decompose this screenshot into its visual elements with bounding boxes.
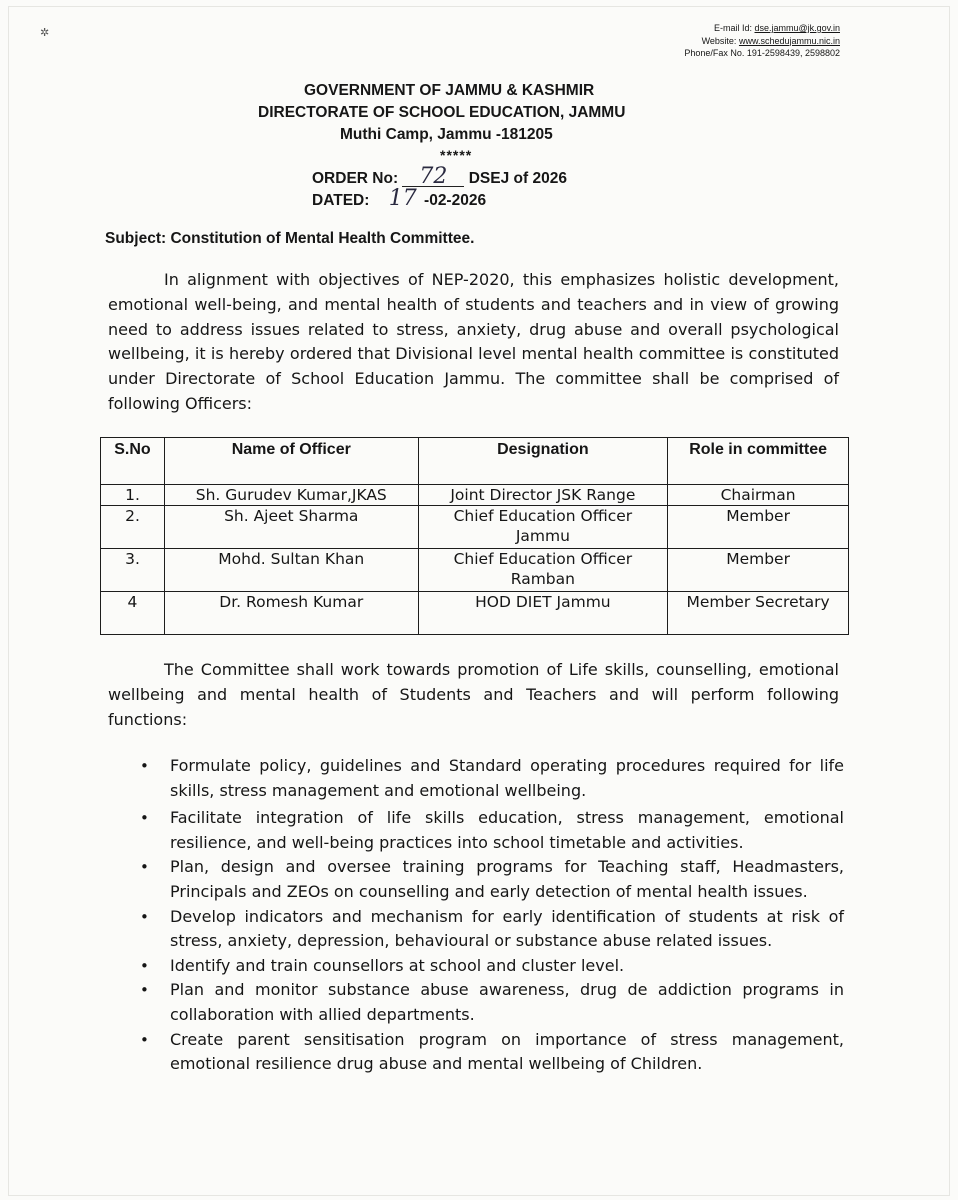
government-title: GOVERNMENT OF JAMMU & KASHMIR xyxy=(304,82,595,99)
cell-designation: Chief Education Officer Ramban xyxy=(418,549,668,592)
functions-list xyxy=(140,754,844,1077)
column-header-designation: Designation xyxy=(418,438,668,485)
website-line: Website: www.schedujammu.nic.in xyxy=(701,35,840,46)
list-item: • Create parent sensitisation program on importance of stress management, emotional resilience drug abuse and mental wellbeing of Children. xyxy=(140,1028,844,1077)
list-item: • Develop indicators and mechanism for early identification of students at risk of stress, anxiety, depression, behavioural or substance abuse related issues. xyxy=(140,905,844,954)
column-header-role: Role in committee xyxy=(668,438,849,485)
cell-name: Sh. Gurudev Kumar,JKAS xyxy=(164,485,418,506)
order-date-line: DATED: 17 -02-2026 xyxy=(312,186,487,211)
phone-number: 191-2598439, 2598802 xyxy=(746,48,840,58)
table-row xyxy=(101,592,849,635)
scan-mark: ✲ xyxy=(40,26,50,39)
cell-role: Member Secretary xyxy=(668,592,849,635)
cell-designation: Joint Director JSK Range xyxy=(418,485,668,506)
intro-paragraph: In alignment with objectives of NEP-2020, this emphasizes holistic development, emotional well-being, and mental health of students and teachers and in view of growing need to address issues related to stress, anxiety, drug abuse and overall psychological wellbeing, it is hereby ordered that Divisional level mental health committee is constituted under Directorate of School Education Jammu. The committee shall be comprised of following Officers: xyxy=(108,270,839,413)
cell-designation: HOD DIET Jammu xyxy=(418,592,668,635)
cell-designation: Chief Education Officer Jammu xyxy=(418,506,668,549)
list-item: • Plan and monitor substance abuse awareness, drug de addiction programs in collaboration with allied departments. xyxy=(140,978,844,1027)
cell-sno: 2. xyxy=(101,506,165,549)
subject-line: Subject: Constitution of Mental Health Committee. xyxy=(105,230,475,247)
order-number-line: ORDER No: 72 DSEJ of 2026 xyxy=(312,164,567,189)
directorate-title: DIRECTORATE OF SCHOOL EDUCATION, JAMMU xyxy=(258,104,626,121)
order-number-handwritten: 72 xyxy=(402,168,464,187)
cell-role: Chairman xyxy=(668,485,849,506)
contact-block xyxy=(580,22,840,60)
website-link[interactable]: www.schedujammu.nic.in xyxy=(738,35,840,46)
cell-name: Sh. Ajeet Sharma xyxy=(164,506,418,549)
list-item: • Identify and train counsellors at school and cluster level. xyxy=(140,954,844,979)
cell-name: Dr. Romesh Kumar xyxy=(164,592,418,635)
cell-sno: 4 xyxy=(101,592,165,635)
column-header-sno: S.No xyxy=(101,438,165,485)
cell-role: Member xyxy=(668,549,849,592)
functions-intro-paragraph: The Committee shall work towards promotion of Life skills, counselling, emotional wellbeing and mental health of Students and Teachers and will perform following functions: xyxy=(108,660,839,729)
cell-name: Mohd. Sultan Khan xyxy=(164,549,418,592)
table-row xyxy=(101,485,849,506)
address-line: Muthi Camp, Jammu -181205 xyxy=(340,126,553,143)
list-item: • Plan, design and oversee training programs for Teaching staff, Headmasters, Principals and ZEOs on counselling and early detection of mental health issues. xyxy=(140,855,844,904)
letterhead xyxy=(258,80,625,146)
cell-role: Member xyxy=(668,506,849,549)
list-item: • Facilitate integration of life skills education, stress management, emotional resilience, and well-being practices into school timetable and activities. xyxy=(140,806,844,855)
table-row xyxy=(101,506,849,549)
separator-stars: ***** xyxy=(440,147,473,163)
column-header-name: Name of Officer xyxy=(164,438,418,485)
list-item: • Formulate policy, guidelines and Standard operating procedures required for life skills, stress management and emotional wellbeing. xyxy=(140,754,844,803)
email-address[interactable]: dse.jammu@jk.gov.in xyxy=(754,23,840,33)
committee-table xyxy=(100,437,849,635)
table-row xyxy=(101,549,849,592)
cell-sno: 3. xyxy=(101,549,165,592)
table-header-row xyxy=(101,438,849,485)
email-line: E-mail Id: dse.jammu@jk.gov.in xyxy=(713,23,840,33)
cell-sno: 1. xyxy=(101,485,165,506)
order-block xyxy=(312,164,567,211)
date-day-handwritten: 17 xyxy=(388,186,417,211)
phone-line: Phone/Fax No. 191-2598439, 2598802 xyxy=(684,48,840,58)
